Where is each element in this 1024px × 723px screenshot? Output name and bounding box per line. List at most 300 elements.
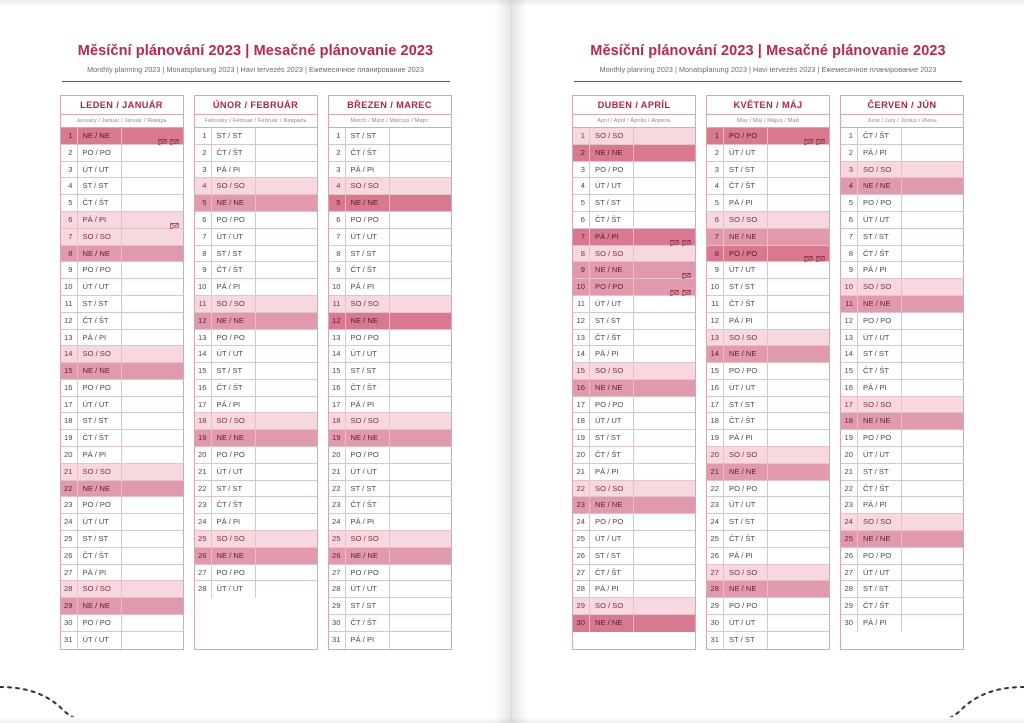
day-note-field[interactable] <box>902 262 963 278</box>
day-note-field[interactable] <box>902 246 963 262</box>
day-note-field[interactable] <box>902 548 963 564</box>
day-note-field[interactable] <box>902 397 963 413</box>
day-row[interactable] <box>573 178 695 195</box>
day-row[interactable] <box>841 330 963 347</box>
day-note-field[interactable] <box>390 246 451 262</box>
day-note-field[interactable] <box>634 262 695 278</box>
day-note-field[interactable] <box>256 531 317 547</box>
day-note-field[interactable] <box>122 246 183 262</box>
day-row[interactable] <box>573 380 695 397</box>
day-row[interactable] <box>841 128 963 145</box>
day-note-field[interactable] <box>768 363 829 379</box>
day-row[interactable] <box>707 128 829 145</box>
day-row[interactable] <box>841 615 963 632</box>
day-note-field[interactable] <box>390 447 451 463</box>
day-note-field[interactable] <box>390 565 451 581</box>
day-note-field[interactable] <box>256 514 317 530</box>
day-row[interactable] <box>61 363 183 380</box>
day-row[interactable] <box>841 229 963 246</box>
day-row[interactable] <box>707 397 829 414</box>
day-note-field[interactable] <box>122 481 183 497</box>
day-note-field[interactable] <box>122 531 183 547</box>
day-row[interactable] <box>573 565 695 582</box>
day-row[interactable] <box>841 565 963 582</box>
day-row[interactable] <box>61 598 183 615</box>
day-row[interactable] <box>195 430 317 447</box>
day-row[interactable] <box>61 397 183 414</box>
day-row[interactable] <box>841 279 963 296</box>
day-row[interactable] <box>841 296 963 313</box>
day-row[interactable] <box>195 330 317 347</box>
day-row[interactable] <box>61 497 183 514</box>
day-row[interactable] <box>329 548 451 565</box>
day-row[interactable] <box>707 598 829 615</box>
day-note-field[interactable] <box>390 262 451 278</box>
day-note-field[interactable] <box>390 212 451 228</box>
day-row[interactable] <box>707 464 829 481</box>
day-note-field[interactable] <box>256 548 317 564</box>
day-row[interactable] <box>195 481 317 498</box>
day-note-field[interactable] <box>122 615 183 631</box>
day-note-field[interactable] <box>634 514 695 530</box>
day-row[interactable] <box>573 598 695 615</box>
day-note-field[interactable] <box>256 212 317 228</box>
day-note-field[interactable] <box>768 212 829 228</box>
day-row[interactable] <box>841 430 963 447</box>
day-row[interactable] <box>707 178 829 195</box>
day-note-field[interactable] <box>256 330 317 346</box>
day-row[interactable] <box>329 229 451 246</box>
day-note-field[interactable] <box>634 380 695 396</box>
day-note-field[interactable] <box>256 229 317 245</box>
day-note-field[interactable] <box>122 497 183 513</box>
day-row[interactable] <box>329 128 451 145</box>
day-row[interactable] <box>841 246 963 263</box>
day-note-field[interactable] <box>902 565 963 581</box>
day-row[interactable] <box>841 178 963 195</box>
day-row[interactable] <box>195 531 317 548</box>
day-row[interactable] <box>195 565 317 582</box>
day-note-field[interactable] <box>122 413 183 429</box>
day-note-field[interactable] <box>256 447 317 463</box>
day-note-field[interactable] <box>390 296 451 312</box>
day-note-field[interactable] <box>256 413 317 429</box>
day-note-field[interactable] <box>122 128 183 144</box>
day-note-field[interactable] <box>902 195 963 211</box>
day-row[interactable] <box>707 246 829 263</box>
day-note-field[interactable] <box>122 363 183 379</box>
day-note-field[interactable] <box>256 279 317 295</box>
day-note-field[interactable] <box>122 178 183 194</box>
day-note-field[interactable] <box>122 397 183 413</box>
day-row[interactable] <box>707 447 829 464</box>
day-row[interactable] <box>61 615 183 632</box>
day-row[interactable] <box>61 246 183 263</box>
day-note-field[interactable] <box>768 229 829 245</box>
day-note-field[interactable] <box>256 581 317 598</box>
day-note-field[interactable] <box>902 128 963 144</box>
day-row[interactable] <box>707 581 829 598</box>
day-note-field[interactable] <box>122 162 183 178</box>
day-row[interactable] <box>61 481 183 498</box>
day-note-field[interactable] <box>768 565 829 581</box>
day-row[interactable] <box>61 162 183 179</box>
day-row[interactable] <box>329 330 451 347</box>
day-row[interactable] <box>573 514 695 531</box>
day-row[interactable] <box>573 548 695 565</box>
day-note-field[interactable] <box>902 464 963 480</box>
day-note-field[interactable] <box>634 246 695 262</box>
day-row[interactable] <box>195 548 317 565</box>
day-row[interactable] <box>573 246 695 263</box>
day-note-field[interactable] <box>634 162 695 178</box>
day-row[interactable] <box>61 212 183 229</box>
day-row[interactable] <box>61 313 183 330</box>
day-note-field[interactable] <box>768 145 829 161</box>
day-row[interactable] <box>329 464 451 481</box>
day-note-field[interactable] <box>768 497 829 513</box>
day-row[interactable] <box>329 162 451 179</box>
day-row[interactable] <box>329 447 451 464</box>
day-note-field[interactable] <box>122 145 183 161</box>
day-note-field[interactable] <box>256 246 317 262</box>
day-row[interactable] <box>329 413 451 430</box>
day-note-field[interactable] <box>256 195 317 211</box>
day-note-field[interactable] <box>634 397 695 413</box>
day-row[interactable] <box>707 229 829 246</box>
day-note-field[interactable] <box>256 178 317 194</box>
day-row[interactable] <box>707 481 829 498</box>
day-row[interactable] <box>195 313 317 330</box>
day-note-field[interactable] <box>390 363 451 379</box>
day-note-field[interactable] <box>634 430 695 446</box>
day-row[interactable] <box>841 162 963 179</box>
day-note-field[interactable] <box>390 413 451 429</box>
day-row[interactable] <box>707 363 829 380</box>
day-row[interactable] <box>841 212 963 229</box>
day-row[interactable] <box>573 128 695 145</box>
day-note-field[interactable] <box>390 497 451 513</box>
day-note-field[interactable] <box>768 380 829 396</box>
day-row[interactable] <box>195 380 317 397</box>
day-note-field[interactable] <box>390 397 451 413</box>
day-note-field[interactable] <box>122 313 183 329</box>
day-row[interactable] <box>841 346 963 363</box>
day-note-field[interactable] <box>902 313 963 329</box>
day-note-field[interactable] <box>768 413 829 429</box>
day-note-field[interactable] <box>390 581 451 597</box>
day-note-field[interactable] <box>122 279 183 295</box>
day-note-field[interactable] <box>902 212 963 228</box>
day-row[interactable] <box>195 397 317 414</box>
day-note-field[interactable] <box>634 615 695 632</box>
day-note-field[interactable] <box>902 346 963 362</box>
day-note-field[interactable] <box>256 128 317 144</box>
day-row[interactable] <box>573 162 695 179</box>
day-note-field[interactable] <box>902 447 963 463</box>
day-row[interactable] <box>329 178 451 195</box>
day-row[interactable] <box>841 363 963 380</box>
day-note-field[interactable] <box>256 464 317 480</box>
day-note-field[interactable] <box>122 548 183 564</box>
day-row[interactable] <box>841 514 963 531</box>
day-note-field[interactable] <box>256 363 317 379</box>
day-row[interactable] <box>329 565 451 582</box>
day-note-field[interactable] <box>768 430 829 446</box>
day-row[interactable] <box>195 195 317 212</box>
day-row[interactable] <box>707 413 829 430</box>
day-note-field[interactable] <box>902 497 963 513</box>
day-row[interactable] <box>195 145 317 162</box>
day-note-field[interactable] <box>256 565 317 581</box>
day-row[interactable] <box>841 397 963 414</box>
day-row[interactable] <box>573 430 695 447</box>
day-row[interactable] <box>573 346 695 363</box>
day-note-field[interactable] <box>768 514 829 530</box>
day-note-field[interactable] <box>902 178 963 194</box>
day-row[interactable] <box>195 178 317 195</box>
day-note-field[interactable] <box>768 262 829 278</box>
day-note-field[interactable] <box>902 615 963 632</box>
day-row[interactable] <box>195 346 317 363</box>
day-row[interactable] <box>707 162 829 179</box>
day-row[interactable] <box>61 531 183 548</box>
day-row[interactable] <box>61 229 183 246</box>
day-note-field[interactable] <box>634 229 695 245</box>
day-note-field[interactable] <box>390 145 451 161</box>
day-row[interactable] <box>329 262 451 279</box>
day-row[interactable] <box>61 380 183 397</box>
day-note-field[interactable] <box>122 514 183 530</box>
day-row[interactable] <box>573 464 695 481</box>
day-note-field[interactable] <box>634 447 695 463</box>
day-row[interactable] <box>707 548 829 565</box>
day-row[interactable] <box>329 145 451 162</box>
day-row[interactable] <box>61 279 183 296</box>
day-note-field[interactable] <box>768 296 829 312</box>
day-note-field[interactable] <box>122 330 183 346</box>
day-row[interactable] <box>195 363 317 380</box>
day-row[interactable] <box>707 514 829 531</box>
day-row[interactable] <box>61 195 183 212</box>
day-note-field[interactable] <box>768 632 829 649</box>
day-row[interactable] <box>573 397 695 414</box>
day-row[interactable] <box>841 447 963 464</box>
day-row[interactable] <box>329 195 451 212</box>
day-note-field[interactable] <box>122 229 183 245</box>
day-row[interactable] <box>841 195 963 212</box>
day-note-field[interactable] <box>902 229 963 245</box>
day-row[interactable] <box>841 497 963 514</box>
day-note-field[interactable] <box>390 279 451 295</box>
day-row[interactable] <box>61 447 183 464</box>
day-row[interactable] <box>707 565 829 582</box>
day-note-field[interactable] <box>122 430 183 446</box>
day-note-field[interactable] <box>768 162 829 178</box>
day-row[interactable] <box>707 531 829 548</box>
day-row[interactable] <box>573 145 695 162</box>
day-row[interactable] <box>573 497 695 514</box>
day-row[interactable] <box>195 128 317 145</box>
day-note-field[interactable] <box>634 128 695 144</box>
day-row[interactable] <box>61 413 183 430</box>
day-note-field[interactable] <box>256 346 317 362</box>
day-note-field[interactable] <box>634 145 695 161</box>
day-note-field[interactable] <box>390 330 451 346</box>
day-note-field[interactable] <box>902 514 963 530</box>
day-row[interactable] <box>329 380 451 397</box>
day-row[interactable] <box>841 313 963 330</box>
day-note-field[interactable] <box>902 162 963 178</box>
day-note-field[interactable] <box>122 581 183 597</box>
day-row[interactable] <box>195 514 317 531</box>
day-note-field[interactable] <box>768 531 829 547</box>
day-note-field[interactable] <box>902 481 963 497</box>
day-row[interactable] <box>195 212 317 229</box>
day-note-field[interactable] <box>256 162 317 178</box>
day-note-field[interactable] <box>634 296 695 312</box>
day-row[interactable] <box>573 615 695 632</box>
day-row[interactable] <box>329 632 451 649</box>
day-row[interactable] <box>61 346 183 363</box>
day-note-field[interactable] <box>390 128 451 144</box>
day-note-field[interactable] <box>768 447 829 463</box>
day-note-field[interactable] <box>122 598 183 614</box>
day-note-field[interactable] <box>634 363 695 379</box>
day-note-field[interactable] <box>390 195 451 211</box>
day-row[interactable] <box>841 481 963 498</box>
day-row[interactable] <box>707 145 829 162</box>
day-note-field[interactable] <box>256 380 317 396</box>
day-row[interactable] <box>61 632 183 649</box>
day-note-field[interactable] <box>256 262 317 278</box>
day-row[interactable] <box>573 413 695 430</box>
day-note-field[interactable] <box>390 632 451 649</box>
day-row[interactable] <box>329 313 451 330</box>
day-row[interactable] <box>707 195 829 212</box>
day-row[interactable] <box>573 531 695 548</box>
day-row[interactable] <box>61 514 183 531</box>
day-row[interactable] <box>841 413 963 430</box>
day-note-field[interactable] <box>768 615 829 631</box>
day-note-field[interactable] <box>768 246 829 262</box>
day-note-field[interactable] <box>390 481 451 497</box>
day-note-field[interactable] <box>390 464 451 480</box>
day-note-field[interactable] <box>256 145 317 161</box>
day-row[interactable] <box>329 397 451 414</box>
day-row[interactable] <box>841 531 963 548</box>
day-note-field[interactable] <box>256 481 317 497</box>
day-row[interactable] <box>841 262 963 279</box>
day-row[interactable] <box>61 430 183 447</box>
day-note-field[interactable] <box>122 346 183 362</box>
day-row[interactable] <box>329 296 451 313</box>
day-row[interactable] <box>573 447 695 464</box>
day-note-field[interactable] <box>902 598 963 614</box>
day-row[interactable] <box>329 481 451 498</box>
day-note-field[interactable] <box>902 296 963 312</box>
day-row[interactable] <box>329 598 451 615</box>
day-row[interactable] <box>195 413 317 430</box>
day-row[interactable] <box>707 380 829 397</box>
day-note-field[interactable] <box>256 313 317 329</box>
day-row[interactable] <box>573 330 695 347</box>
day-row[interactable] <box>329 615 451 632</box>
day-note-field[interactable] <box>634 497 695 513</box>
day-note-field[interactable] <box>390 548 451 564</box>
day-note-field[interactable] <box>902 413 963 429</box>
day-note-field[interactable] <box>122 262 183 278</box>
day-row[interactable] <box>195 162 317 179</box>
day-note-field[interactable] <box>634 313 695 329</box>
day-note-field[interactable] <box>768 548 829 564</box>
day-row[interactable] <box>841 581 963 598</box>
day-note-field[interactable] <box>122 212 183 228</box>
day-row[interactable] <box>573 313 695 330</box>
day-row[interactable] <box>329 531 451 548</box>
day-note-field[interactable] <box>902 279 963 295</box>
day-row[interactable] <box>841 380 963 397</box>
day-note-field[interactable] <box>634 481 695 497</box>
day-row[interactable] <box>195 296 317 313</box>
day-note-field[interactable] <box>768 195 829 211</box>
day-note-field[interactable] <box>768 279 829 295</box>
day-note-field[interactable] <box>768 481 829 497</box>
day-note-field[interactable] <box>768 346 829 362</box>
day-row[interactable] <box>61 565 183 582</box>
day-row[interactable] <box>707 262 829 279</box>
day-row[interactable] <box>573 262 695 279</box>
day-row[interactable] <box>573 296 695 313</box>
day-note-field[interactable] <box>256 497 317 513</box>
day-row[interactable] <box>707 313 829 330</box>
day-row[interactable] <box>573 581 695 598</box>
day-note-field[interactable] <box>390 615 451 631</box>
day-note-field[interactable] <box>634 212 695 228</box>
day-row[interactable] <box>573 212 695 229</box>
day-row[interactable] <box>195 246 317 263</box>
day-row[interactable] <box>329 514 451 531</box>
day-note-field[interactable] <box>768 313 829 329</box>
day-note-field[interactable] <box>256 296 317 312</box>
day-row[interactable] <box>841 145 963 162</box>
day-row[interactable] <box>195 581 317 598</box>
day-note-field[interactable] <box>902 380 963 396</box>
day-row[interactable] <box>573 229 695 246</box>
day-note-field[interactable] <box>768 128 829 144</box>
day-row[interactable] <box>195 464 317 481</box>
day-note-field[interactable] <box>768 178 829 194</box>
day-row[interactable] <box>707 632 829 649</box>
day-note-field[interactable] <box>634 195 695 211</box>
day-row[interactable] <box>573 481 695 498</box>
day-row[interactable] <box>61 464 183 481</box>
day-row[interactable] <box>195 229 317 246</box>
day-note-field[interactable] <box>122 464 183 480</box>
day-note-field[interactable] <box>122 380 183 396</box>
day-note-field[interactable] <box>768 330 829 346</box>
day-note-field[interactable] <box>768 581 829 597</box>
day-note-field[interactable] <box>122 632 183 649</box>
day-note-field[interactable] <box>768 598 829 614</box>
day-note-field[interactable] <box>390 380 451 396</box>
day-note-field[interactable] <box>256 430 317 446</box>
day-note-field[interactable] <box>634 598 695 614</box>
day-row[interactable] <box>329 346 451 363</box>
day-row[interactable] <box>841 548 963 565</box>
day-row[interactable] <box>707 296 829 313</box>
day-row[interactable] <box>195 262 317 279</box>
